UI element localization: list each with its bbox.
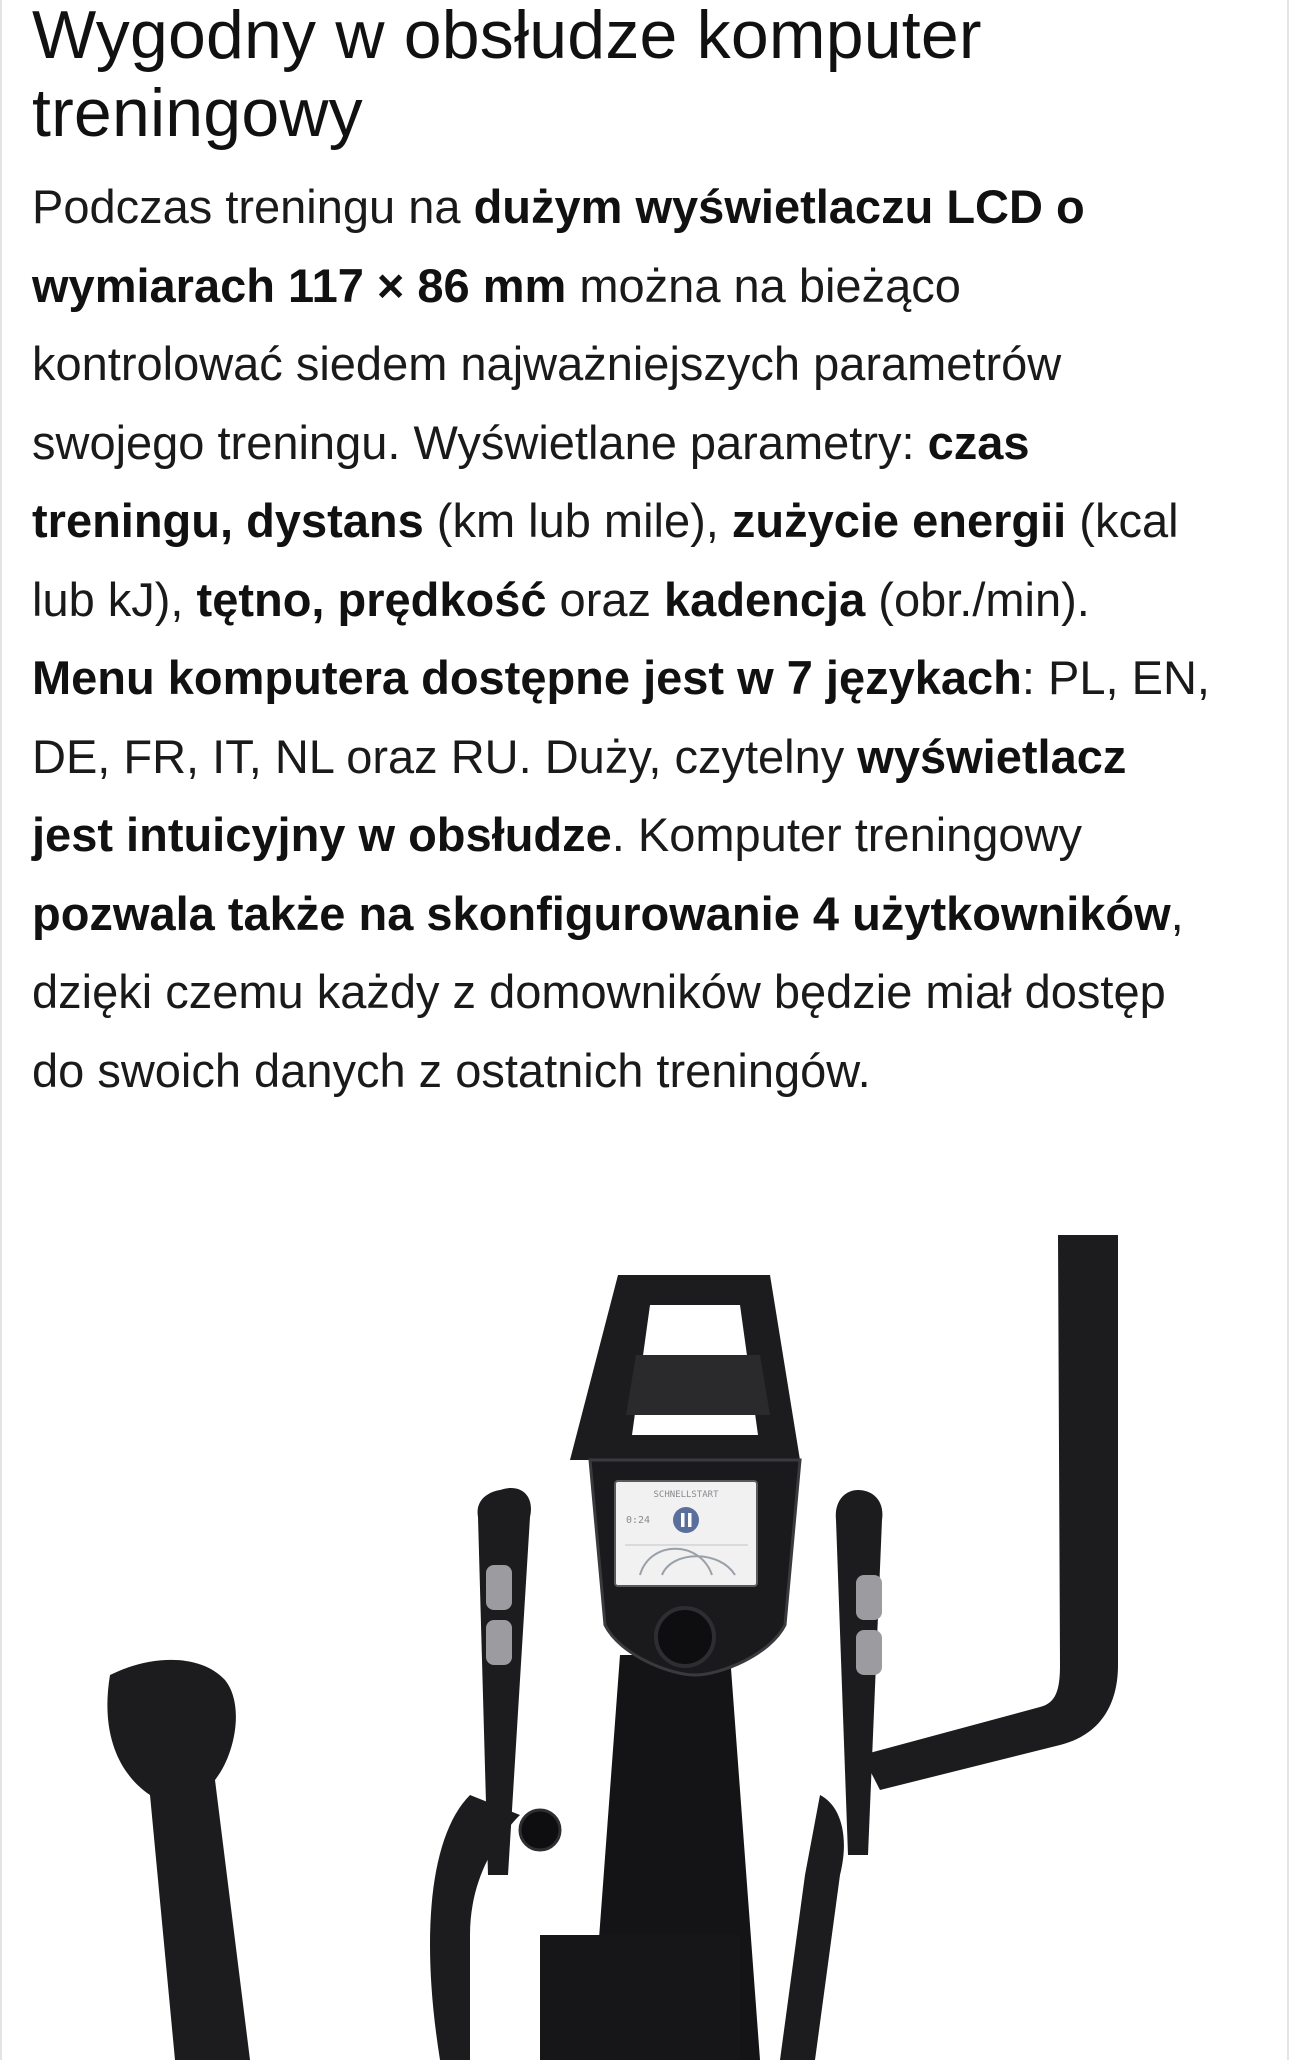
left-pivot	[520, 1810, 560, 1850]
description-emphasis: zużycie energii	[731, 494, 1067, 547]
description-emphasis: wyświetlacz jest intuicyjny w obsłudze	[32, 729, 1127, 861]
description-text: . Komputer treningowy	[611, 808, 1083, 861]
section-heading: Wygodny w obsłudze komputer treningowy	[32, 0, 982, 151]
right-outer-handlebar	[862, 1235, 1118, 1790]
elliptical-trainer-image	[107, 1235, 1118, 2060]
description-emphasis: dużym wyświetlaczu LCD o wymiarach 117 × 86 mm	[32, 180, 1085, 312]
left-outer-handlebar	[107, 1660, 250, 2060]
console-knob	[656, 1608, 714, 1666]
description-text: oraz	[546, 572, 665, 626]
description-text: (kcal lub kJ),	[32, 494, 1179, 626]
article	[32, 0, 1212, 1110]
base-plate	[540, 1935, 740, 2060]
left-grip-sensor-bottom	[486, 1620, 512, 1665]
right-grip-sensor-top	[856, 1575, 882, 1620]
description-text: Podczas treningu na	[32, 180, 474, 233]
description-text: można na bieżąco kontrolować siedem najważniejszych parametrów swojego treningu. Wyświetlane parametry:	[32, 258, 1062, 469]
description-emphasis: czas treningu, dystans	[32, 415, 1030, 547]
description-emphasis: kadencja	[664, 572, 866, 626]
description-emphasis: Menu komputera dostępne jest w 7 językach	[32, 651, 1022, 704]
left-grip-sensor-top	[486, 1565, 512, 1610]
right-lower-linkage	[780, 1795, 844, 2060]
description-emphasis: tętno, prędkość	[196, 572, 547, 626]
screen-value: 0:24	[626, 1515, 651, 1526]
description-emphasis: pozwala także na skonfigurowanie 4 użytkowników	[32, 886, 1171, 940]
section-description	[32, 168, 1212, 1110]
description-text: (km lub mile),	[423, 494, 732, 547]
product-photo	[0, 1235, 1289, 2060]
description-text: , dzięki czemu każdy z domowników będzie miał dostęp do swoich danych z ostatnich treningów.	[32, 886, 1184, 1097]
description-text: : PL, EN, DE, FR, IT, NL oraz RU. Duży, czytelny	[32, 651, 1210, 783]
screen-title: SCHNELLSTART	[653, 1490, 719, 1500]
right-grip-sensor-bottom	[856, 1630, 882, 1675]
description-text: (obr./min).	[865, 572, 1090, 626]
pause-icon	[673, 1507, 699, 1533]
